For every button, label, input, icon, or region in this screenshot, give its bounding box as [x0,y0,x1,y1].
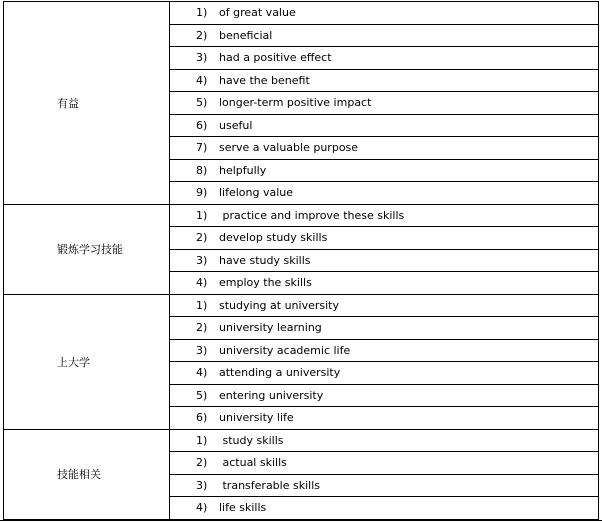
item-number: 5) [196,388,208,402]
phrase-text: university life [219,411,294,425]
item-number: 2) [196,321,208,335]
phrase-text: beneficial [219,28,273,42]
phrase-cell [170,182,599,205]
phrase-text: develop study skills [219,231,328,245]
item-number: 2) [196,231,208,245]
phrase-text: university learning [219,321,322,335]
phrase-text: helpfully [219,163,267,177]
item-number: 4) [196,501,208,515]
phrase-cell [170,24,599,47]
phrase-cell [170,339,599,362]
item-number: 3) [196,51,208,65]
table-row [4,204,599,227]
item-number: 1) [196,6,208,20]
category-cell: 上大学 [4,294,170,429]
phrase-cell [170,114,599,137]
phrase-text: entering university [219,388,324,402]
item-number: 3) [196,478,208,492]
item-number: 8) [196,163,208,177]
item-number: 1) [196,433,208,447]
phrase-cell [170,474,599,497]
phrase-cell [170,452,599,475]
phrase-cell [170,362,599,385]
phrase-cell [170,497,599,520]
phrase-text: life skills [219,501,267,515]
phrase-cell [170,272,599,295]
phrase-text: practice and improve these skills [219,208,405,222]
item-number: 2) [196,456,208,470]
phrase-text: studying at university [219,298,339,312]
phrase-text: lifelong value [219,186,294,200]
item-number: 6) [196,118,208,132]
phrase-cell [170,92,599,115]
phrase-cell [170,384,599,407]
phrase-cell [170,294,599,317]
phrase-text: have study skills [219,253,311,267]
table-body [4,2,599,520]
category-cell: 技能相关 [4,429,170,519]
phrase-cell [170,407,599,430]
phrase-cell [170,69,599,92]
phrase-cell [170,137,599,160]
item-number: 4) [196,73,208,87]
vocab-table [3,1,599,520]
item-number: 7) [196,141,208,155]
phrase-text: had a positive effect [219,51,332,65]
phrase-text: useful [219,118,253,132]
item-number: 4) [196,366,208,380]
phrase-cell [170,227,599,250]
category-cell: 有益 [4,2,170,205]
item-number: 4) [196,276,208,290]
phrase-text: study skills [219,433,284,447]
phrase-text: actual skills [219,456,287,470]
table-row [4,429,599,452]
phrase-text: employ the skills [219,276,312,290]
phrase-cell [170,204,599,227]
table-row [4,2,599,25]
table-row [4,294,599,317]
phrase-cell [170,47,599,70]
phrase-cell [170,429,599,452]
phrase-text: longer-term positive impact [219,96,372,110]
phrase-cell [170,2,599,25]
phrase-text: serve a valuable purpose [219,141,359,155]
phrase-cell [170,159,599,182]
phrase-cell [170,249,599,272]
bottom-rule [0,520,602,521]
category-cell: 锻炼学习技能 [4,204,170,294]
phrase-text: transferable skills [219,478,320,492]
phrase-cell [170,317,599,340]
item-number: 6) [196,411,208,425]
item-number: 2) [196,28,208,42]
phrase-text: of great value [219,6,296,20]
item-number: 3) [196,343,208,357]
phrase-text: university academic life [219,343,351,357]
item-number: 1) [196,208,208,222]
item-number: 3) [196,253,208,267]
phrase-text: have the benefit [219,73,310,87]
item-number: 9) [196,186,208,200]
phrase-text: attending a university [219,366,341,380]
item-number: 1) [196,298,208,312]
item-number: 5) [196,96,208,110]
